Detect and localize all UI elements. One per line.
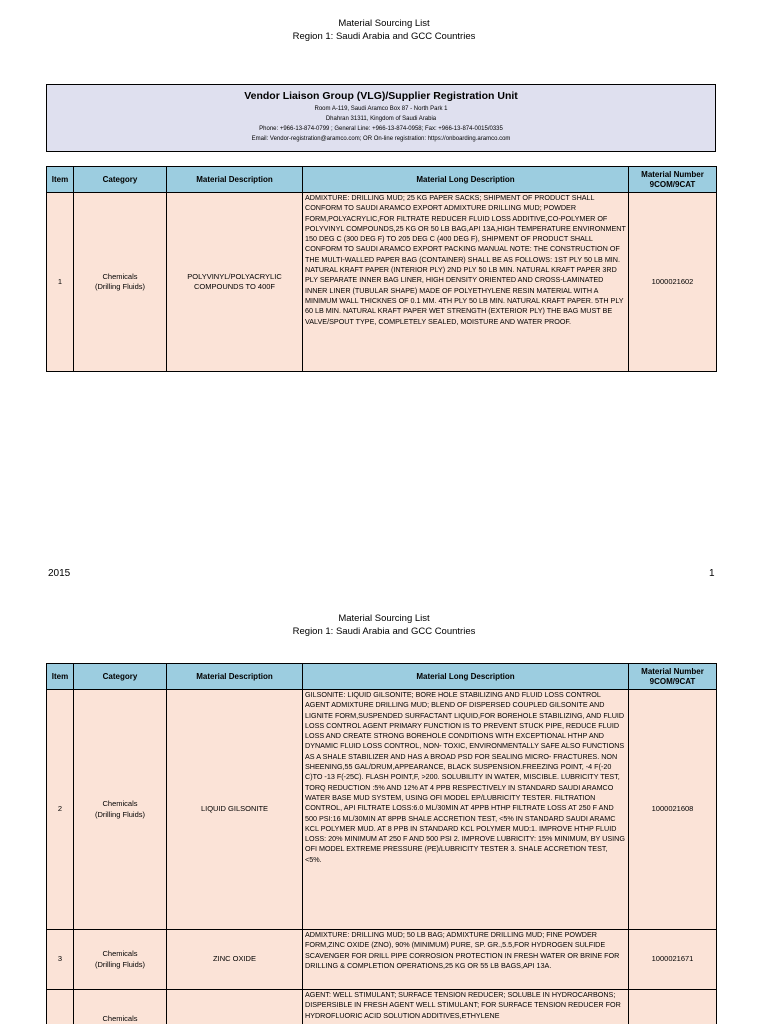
header-material-description: Material Description [167,664,303,690]
category-line1: Chemicals [102,271,138,281]
table-header-row [47,664,717,690]
cell-material-number: 1000021671 [629,930,717,990]
cell-long-description: ADMIXTURE: DRILLING MUD; 50 LB BAG; ADMIXTURE DRILLING MUD; FINE POWDER FORM,ZINC OXIDE (ZNO), 90% (MINIMUM) PURE, SP. GR.,5.5,FOR HYDROGEN SULFIDE SCAVENGER FOR DRILL PIPE CORROSION PROTECTION IN FRESH WATER OR BRINE FOR DRILLING & COMPLETION OPERATIONS,25 KG OR 55 LB BAGS,API 13A. [303,930,629,990]
header-material-number [629,167,717,193]
header-number-line1: Material Number [641,666,704,676]
vendor-title: Vendor Liaison Group (VLG)/Supplier Registration Unit [244,90,518,102]
category-line2: (Drilling Fluids) [94,809,145,819]
page-subtitle-2: Region 1: Saudi Arabia and GCC Countries [292,626,476,637]
vendor-city-line: Dhahran 31311, Kingdom of Saudi Arabia [325,116,437,122]
cell-category [74,930,167,990]
header-material-description: Material Description [167,167,303,193]
cell-category [74,193,167,372]
footer-year: 2015 [48,568,71,579]
category-line1: Chemicals [102,1014,138,1024]
header-category: Category [74,167,167,193]
cell-long-description: GILSONITE: LIQUID GILSONITE; BORE HOLE STABILIZING AND FLUID LOSS CONTROL AGENT ADMIXTURE DRILLING MUD; BLEND OF DISPERSED COUPLED GILSONITE AND LIGNITE FORM,SUSPENDED SURFACTANT LIQUID,FOR BOREHOLE STABILIZING, AND FLUID LOSS CONTROL AGENT PRIMARY FUNCTION IS TO PREVENT STUCK PIPE, REDUCE FLUID LOSS AND CREATE STRONG BOREHOLE CONDITIONS WITH EXCEPTIONAL HTHP AND DYNAMIC FLUID LOSS CONTROL, NON- TOXIC, ENVIRONMENTALLY SAFE ALSO FUNCTIONS AS A SHALE STABILIZER AND HAS A BROAD PSD FOR SEALING MICRO- FRACTURES. NON SHEENING,55 GAL/DRUM,APPEARANCE, BLACK SUSPENSION.FREEZING POINT, -4 F(-20 C)TO -13 F(-25C). FLASH POINT,F, >200. SOLUBILITY IN WATER, MISCIBLE. LUBRICITY TEST, TORQ REDUCTION :5% AND 12% AT 4 PPB RESPECTIVELY IN STANDARD SAUDI ARAMCO WATER BASE MUD SYSTEM, USING OFI MODEL EP/LUBRICITY TESTER. FILTRATION CONTROL, API FILTRATE LOSS:6.0 ML/30MIN AT 4PPB HTHP FILTRATE LOSS AT 250 F AND 500 PSI:16 ML/30MIN AT 8PPB SHALE ACCRETION TEST, <5% IN STANDARD SAUDI ARAMC KCL POLYMER MUD. AT 8 PPB IN STANDARD KCL POLYMER MUD:1. IMPROVE HTHP FLUID LOSS: 20% MINIMUM AT 250 F AND 500 PSI 2. IMPROVE LUBRICITY: 15% MINIMUM, BY USING OFI MODEL EXTREME PRESSURE (PE)/LUBRICITY TESTER 3. SHALE ACCRETION TEST, <5%. [303,690,629,930]
cell-material-description: LIQUID GILSONITE [167,690,303,930]
sourcing-table-1 [46,166,717,372]
vendor-contact-box [46,84,716,152]
footer-page-number: 1 [709,568,715,579]
category-line2: (Drilling Fluids) [94,282,145,291]
cell-category [74,690,167,930]
cell-item: 1 [47,193,74,372]
cell-item: 2 [47,690,74,930]
header-long-description: Material Long Description [303,664,629,690]
table-header-row [47,167,717,193]
cell-item: 3 [47,930,74,990]
header-item: Item [47,167,74,193]
page-title: Material Sourcing List [338,18,430,29]
table-row [47,930,717,990]
header-number-line2: 9COM/9CAT [649,676,696,686]
header-material-number [629,664,717,690]
page-header-2 [0,612,768,638]
vendor-phone-line: Phone: +966-13-874-0799 ; General Line: +966-13-874-0958; Fax: +966-13-874-0015/0335 [259,126,503,132]
table-row [47,990,717,1024]
header-item: Item [47,664,74,690]
category-line2: (Drilling Fluids) [94,959,145,969]
page-subtitle: Region 1: Saudi Arabia and GCC Countries [292,31,476,42]
cell-category [74,990,167,1024]
category-line1: Chemicals [102,949,138,959]
page-header [0,17,768,43]
header-number-line1: Material Number [641,169,704,179]
category-line1: Chemicals [102,799,138,809]
header-category: Category [74,664,167,690]
table-row [47,193,717,372]
cell-material-number [629,990,717,1024]
cell-item [47,990,74,1024]
cell-long-description: ADMIXTURE: DRILLING MUD; 25 KG PAPER SACKS; SHIPMENT OF PRODUCT SHALL CONFORM TO SAUDI ARAMCO EXPORT ADMIXTURE DRILLING MUD; POWDER FORM,POLYACRYLIC,FOR FILTRATE REDUCER FLUID LOSS ADDITIVE,CO-POLYMER OF POLYVINYL COMPOUNDS,25 KG OR 50 LB BAG,API 13A,HIGH TEMPERATURE ENVIRONMENT 150 DEG C (300 DEG F) TO 205 DEG C (400 DEG F), SHIPMENT OF PRODUCT SHALL CONFORM TO SAUDI ARAMCO EXPORT PACKING MANUAL NOTE: THE CONSTRUCTION OF THE MULTI-WALLED PAPER BAG (CONTAINER) SHALL BE AS FOLLOWS: 1ST PLY 50 LB MIN. NATURAL KRAFT PAPER (INTERIOR PLY) 2ND PLY 50 LB MIN. NATURAL KRAFT PAPER 3RD PLY SEPARATE INNER BAG LINER, HIGH DENSITY ORIENTED AND CROSS-LAMINATED INNER LINER (TUBULAR SHAPE) MADE OF POLYETHYLENE RESIN MATERIAL WITH A MINIMUM WALL THICKNES OF 0.1 MM. 4TH PLY 50 LB MIN. NATURAL KRAFT PAPER. 5TH PLY 60 LB MIN. NATURAL KRAFT PAPER WET STRENGTH (EXTERIOR PLY) THE BAG MUST BE VALVE/SPOUT TYPE, COMPLETELY SEALED, MOISTURE AND WATER PROOF. [303,193,629,372]
page-title-2: Material Sourcing List [338,613,430,624]
header-number-line2: 9COM/9CAT [649,179,696,189]
cell-material-description [167,990,303,1024]
cell-material-number: 1000021602 [629,193,717,372]
vendor-email-line: Email: Vendor-registration@aramco.com; OR On-line registration: https://onboarding.aramco.com [251,136,511,142]
vendor-address-line: Room A-119, Saudi Aramco Box 87 - North Park 1 [314,106,448,112]
cell-material-description: ZINC OXIDE [167,930,303,990]
cell-long-description: AGENT: WELL STIMULANT; SURFACE TENSION REDUCER; SOLUBLE IN HYDROCARBONS; DISPERSIBLE IN FRESH AGENT WELL STIMULANT; FOR SURFACE TENSION REDUCER FOR HYDROFLUORIC ACID SOLUTION ADDITIVES,ETHYLENE [303,990,629,1024]
table-row [47,690,717,930]
cell-material-description: POLYVINYL/POLYACRYLIC COMPOUNDS TO 400F [167,193,303,372]
cell-material-number: 1000021608 [629,690,717,930]
header-long-description: Material Long Description [303,167,629,193]
sourcing-table-2 [46,663,717,1024]
